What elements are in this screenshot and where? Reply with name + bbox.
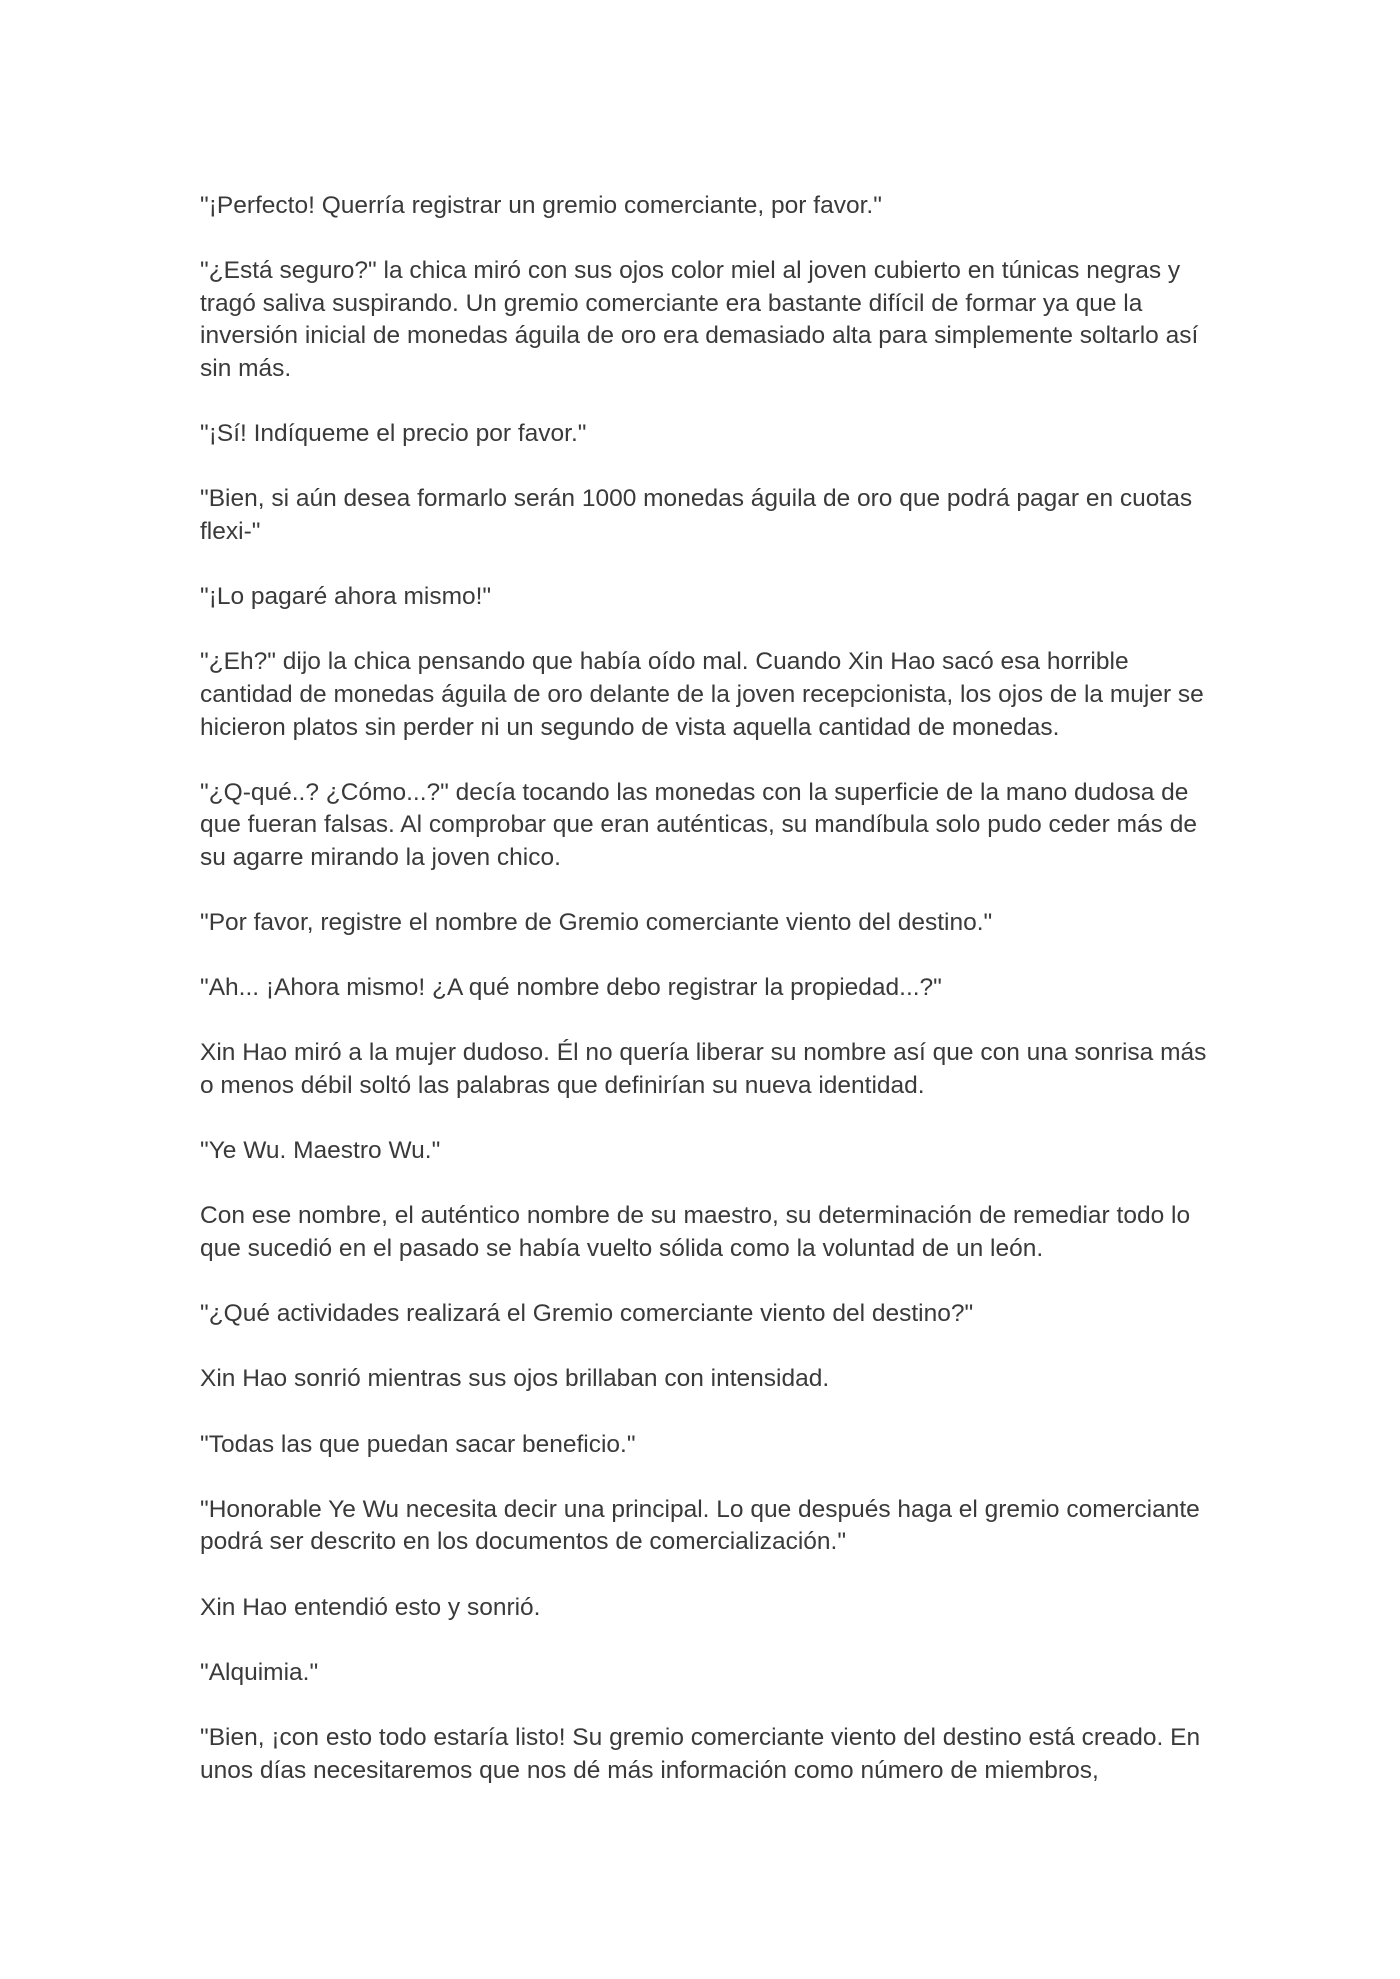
document-page — [200, 190, 1210, 1787]
paragraph: "¡Sí! Indíqueme el precio por favor." — [200, 420, 587, 448]
paragraph: "Ah... ¡Ahora mismo! ¿A qué nombre debo registrar la propiedad...?" — [200, 974, 942, 1002]
paragraph: "¡Perfecto! Querría registrar un gremio comerciante, por favor." — [200, 192, 882, 219]
paragraph: "¿Qué actividades realizará el Gremio comerciante viento del destino?" — [200, 1300, 974, 1328]
paragraph: "Alquimia." — [200, 1658, 319, 1686]
paragraph: Con ese nombre, el auténtico nombre de su maestro, su determinación de remediar todo lo que sucedió en el pasado se había vuelto sólida como la voluntad de un león. — [200, 1202, 1191, 1262]
paragraph: Xin Hao entendió esto y sonrió. — [200, 1593, 541, 1621]
paragraph: "Bien, si aún desea formarlo serán 1000 monedas águila de oro que podrá pagar en cuotas flexi-" — [200, 485, 1193, 545]
paragraph: Xin Hao miró a la mujer dudoso. Él no quería liberar su nombre así que con una sonrisa más o menos débil soltó las palabras que definirían su nueva identidad. — [200, 1039, 1207, 1100]
paragraph: "Todas las que puedan sacar beneficio." — [200, 1430, 636, 1458]
paragraph: Xin Hao sonrió mientras sus ojos brillaban con intensidad. — [200, 1365, 830, 1393]
paragraph: "¿Eh?" dijo la chica pensando que había oído mal. Cuando Xin Hao sacó esa horrible cantidad de monedas águila de oro delante de la joven recepcionista, los ojos de la mujer se hicieron platos sin perder ni un segundo de vista aquella cantidad de monedas. — [200, 648, 1204, 741]
paragraph: "Honorable Ye Wu necesita decir una principal. Lo que después haga el gremio comerciante podrá ser descrito en los documentos de comercialización." — [200, 1495, 1200, 1556]
paragraph: "Bien, ¡con esto todo estaría listo! Su gremio comerciante viento del destino está creado. En unos días necesitaremos que nos dé más información como número de miembros, — [200, 1723, 1201, 1784]
paragraph: "Por favor, registre el nombre de Gremio comerciante viento del destino." — [200, 909, 993, 937]
paragraph: "¡Lo pagaré ahora mismo!" — [200, 583, 492, 611]
paragraph: "Ye Wu. Maestro Wu." — [200, 1137, 441, 1165]
paragraph: "¿Está seguro?" la chica miró con sus ojos color miel al joven cubierto en túnicas negras y tragó saliva suspirando. Un gremio comerciante era bastante difícil de formar ya que la inversión inicial de monedas águila de oro era demasiado alta para simplemente soltarlo así sin más. — [200, 257, 1199, 382]
paragraph: "¿Q-qué..? ¿Cómo...?" decía tocando las monedas con la superficie de la mano dudosa de que fueran falsas. Al comprobar que eran auténticas, su mandíbula solo pudo ceder más de su agarre mirando la joven chico. — [200, 778, 1197, 871]
